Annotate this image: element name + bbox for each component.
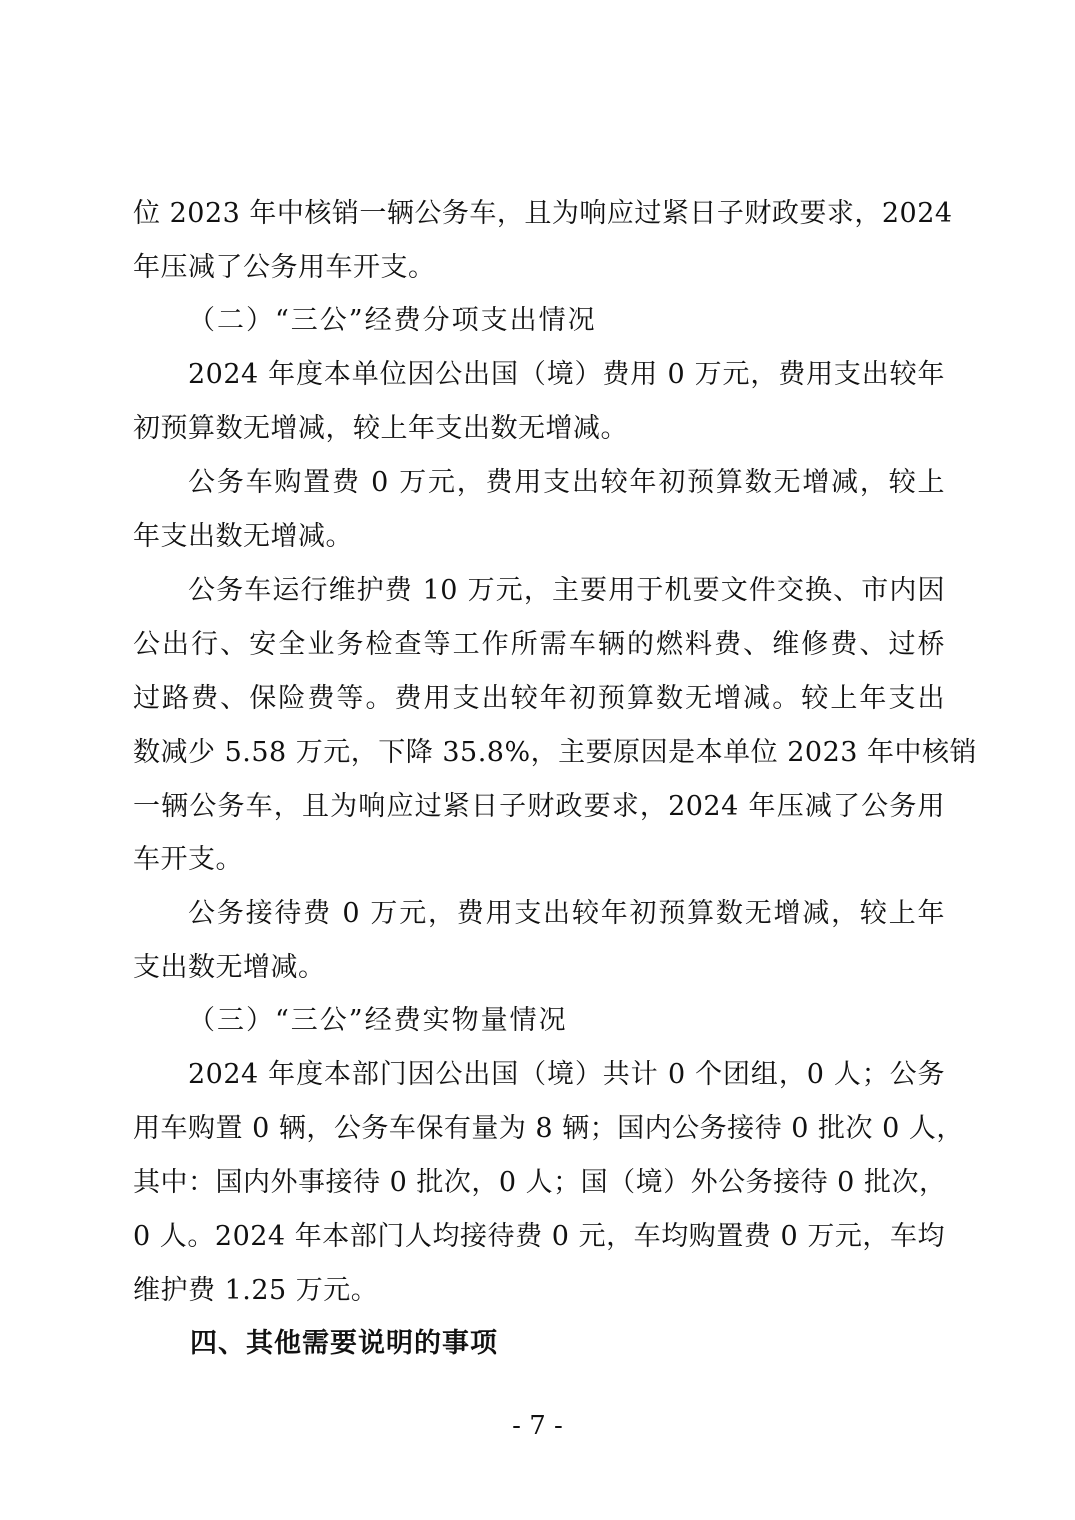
- section-heading: 四、其他需要说明的事项: [190, 1328, 498, 1359]
- paragraph-first-line: 2024 年度本部门因公出国（境）共计 0 个团组，0 人；公务: [188, 1059, 945, 1090]
- body-line: 公出行、安全业务检查等工作所需车辆的燃料费、维修费、过桥: [133, 629, 945, 660]
- body-line: 用车购置 0 辆，公务车保有量为 8 辆；国内公务接待 0 批次 0 人，: [133, 1113, 964, 1144]
- paragraph-first-line: 公务接待费 0 万元，费用支出较年初预算数无增减，较上年: [188, 898, 945, 929]
- paragraph-first-line: 公务车购置费 0 万元，费用支出较年初预算数无增减，较上: [188, 467, 945, 498]
- body-line: 车开支。: [133, 844, 243, 875]
- body-line: 支出数无增减。: [133, 952, 326, 983]
- body-line: 其中：国内外事接待 0 批次，0 人；国（境）外公务接待 0 批次，: [133, 1167, 947, 1198]
- section-subheading: （三）“三公”经费实物量情况: [188, 1005, 568, 1036]
- body-line: 0 人。2024 年本部门人均接待费 0 元，车均购置费 0 万元，车均: [133, 1221, 945, 1252]
- paragraph-first-line: 公务车运行维护费 10 万元，主要用于机要文件交换、市内因: [188, 575, 945, 606]
- body-line: 数减少 5.58 万元，下降 35.8%，主要原因是本单位 2023 年中核销: [133, 737, 978, 768]
- body-line: 年压减了公务用车开支。: [133, 252, 436, 283]
- body-line: 一辆公务车，且为响应过紧日子财政要求，2024 年压减了公务用: [133, 791, 945, 822]
- body-line: 初预算数无增减，较上年支出数无增减。: [133, 413, 628, 444]
- body-line: 维护费 1.25 万元。: [133, 1275, 379, 1306]
- body-line: 年支出数无增减。: [133, 521, 353, 552]
- page-number: - 7 -: [512, 1411, 563, 1441]
- body-line: 位 2023 年中核销一辆公务车，且为响应过紧日子财政要求，2024: [133, 198, 953, 229]
- body-line: 过路费、保险费等。费用支出较年初预算数无增减。较上年支出: [133, 683, 945, 714]
- paragraph-first-line: 2024 年度本单位因公出国（境）费用 0 万元，费用支出较年: [188, 359, 945, 390]
- section-subheading: （二）“三公”经费分项支出情况: [188, 305, 597, 336]
